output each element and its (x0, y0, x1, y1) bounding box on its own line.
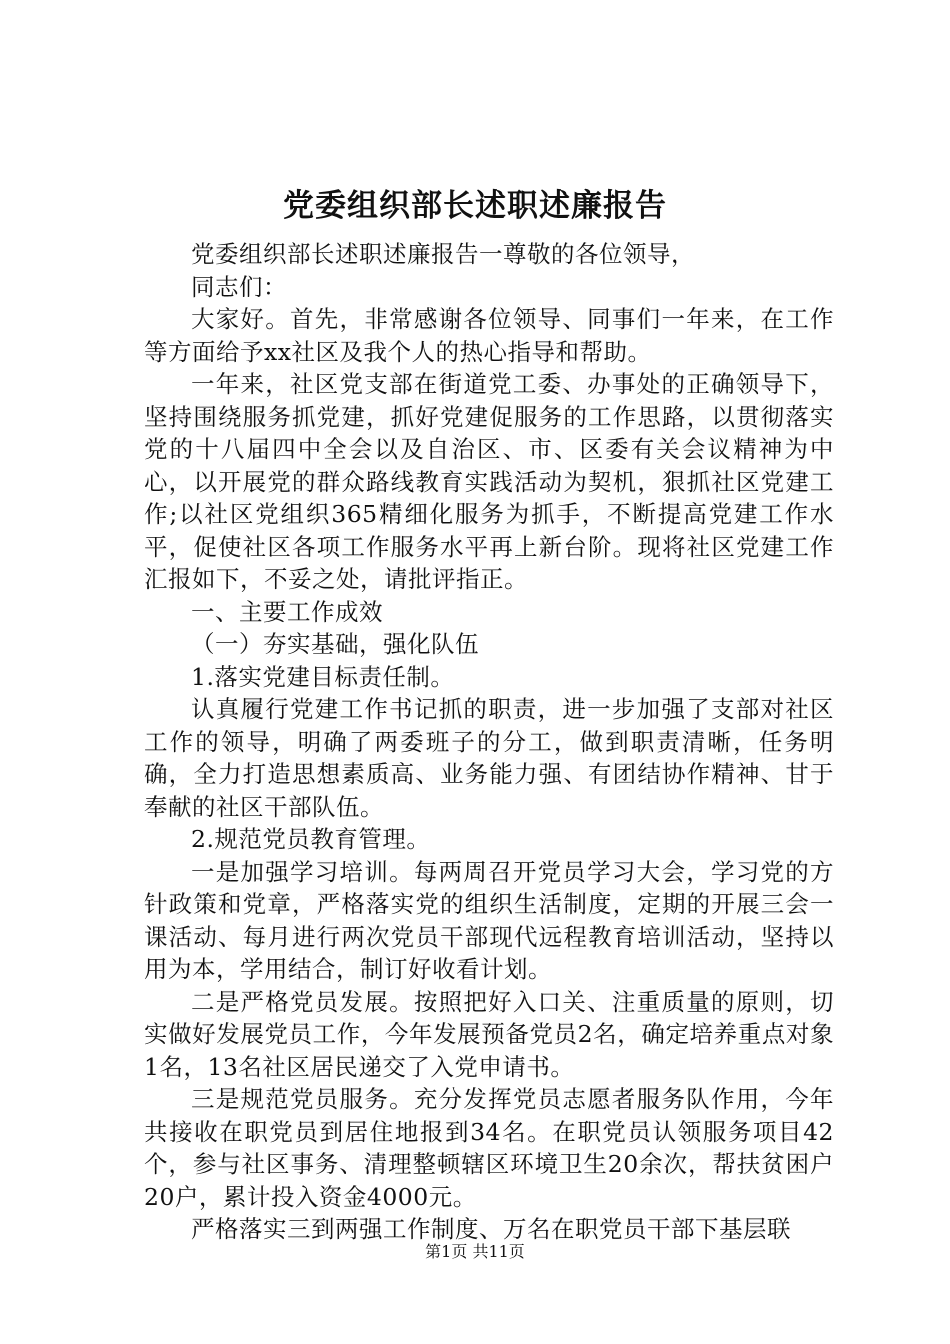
paragraph-4: 一年来，社区党支部在街道党工委、办事处的正确领导下，坚持围绕服务抓党建，抓好党建促服务的工作思路，以贯彻落实党的十八届四中全会以及自治区、市、区委有关会议精神为中心，以开展党的群众路线教育实践活动为契机，狠抓社区党建工作;以社区党组织365精细化服务为抓手，不断提高党建工作水平，促使社区各项工作服务水平再上新台阶。现将社区党建工作汇报如下，不妥之处，请批评指正。 (144, 370, 834, 593)
document-body (144, 238, 834, 1246)
paragraph-8: 三是规范党员服务。充分发挥党员志愿者服务队作用，今年共接收在职党员到居住地报到34名。在职党员认领服务项目42个，参与社区事务、清理整顿辖区环境卫生20余次，帮扶贫困户20户，累计投入资金4000元。 (144, 1085, 834, 1211)
paragraph-1: 党委组织部长述职述廉报告一尊敬的各位领导， (191, 240, 695, 268)
subsection-heading-1: （一）夯实基础，强化队伍 (191, 630, 479, 658)
section-heading-1: 一、主要工作成效 (191, 597, 383, 626)
document-title: 党委组织部长述职述廉报告 (283, 188, 667, 224)
paragraph-7: 二是严格党员发展。按照把好入口关、注重质量的原则，切实做好发展党员工作，今年发展预备党员2名，确定培养重点对象1名，13名社区居民递交了入党申请书。 (144, 987, 834, 1081)
item-heading-2: 2.规范党员教育管理。 (191, 825, 431, 853)
paragraph-9: 严格落实三到两强工作制度、万名在职党员干部下基层联 (191, 1215, 791, 1243)
page-footer: 第1页 共11页 (425, 1242, 525, 1261)
paragraph-3: 大家好。首先，非常感谢各位领导、同事们一年来，在工作等方面给予xx社区及我个人的热心指导和帮助。 (144, 305, 834, 366)
paragraph-2: 同志们： (191, 272, 287, 301)
paragraph-6: 一是加强学习培训。每两周召开党员学习大会，学习党的方针政策和党章，严格落实党的组织生活制度，定期的开展三会一课活动、每月进行两次党员干部现代远程教育培训活动，坚持以用为本，学用结合，制订好收看计划。 (144, 857, 834, 983)
item-heading-1: 1.落实党建目标责任制。 (191, 662, 455, 691)
paragraph-5: 认真履行党建工作书记抓的职责，进一步加强了支部对社区工作的领导，明确了两委班子的分工，做到职责清晰，任务明确，全力打造思想素质高、业务能力强、有团结协作精神、甘于奉献的社区干部队伍。 (144, 695, 834, 821)
